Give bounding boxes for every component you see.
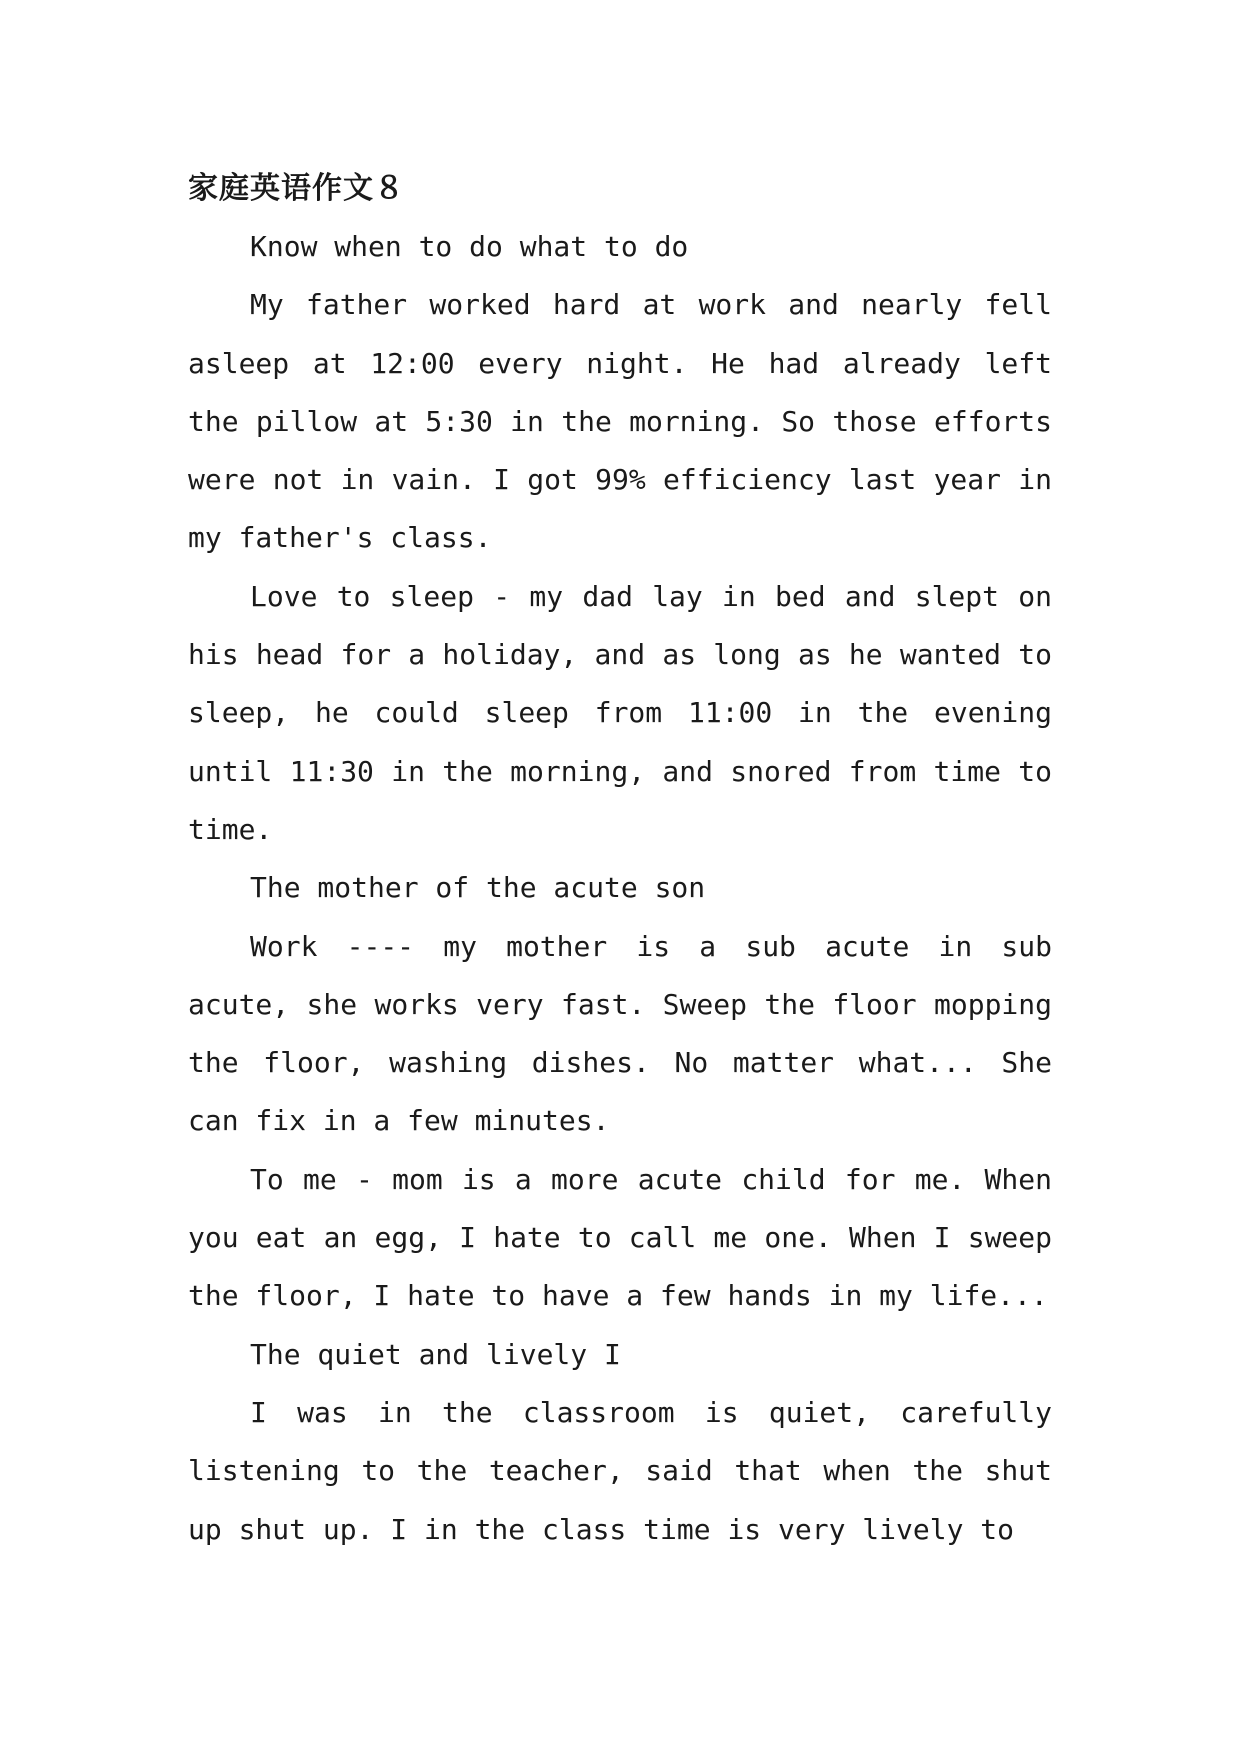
paragraph: I was in the classroom is quiet, carefully listening to the teacher, said that when the shut up shut up. I in the class time is very lively to: [188, 1395, 1052, 1546]
paragraph: Work ---- my mother is a sub acute in sub acute, she works very fast. Sweep the floor mopping the floor, washing dishes. No matter what... She can fix in a few minutes.: [188, 929, 1052, 1138]
paragraph: To me - mom is a more acute child for me. When you eat an egg, I hate to call me one. When I sweep the floor, I hate to have a few hands in my life...: [188, 1162, 1052, 1313]
paragraph-heading: Know when to do what to do: [250, 230, 689, 263]
paragraph: My father worked hard at work and nearly fell asleep at 12:00 every night. He had already left the pillow at 5:30 in the morning. So those efforts were not in vain. I got 99% efficiency last year in my father's class.: [188, 288, 1052, 555]
paragraph: Love to sleep - my dad lay in bed and slept on his head for a holiday, and as long as he wanted to sleep, he could sleep from 11:00 in the evening until 11:30 in the morning, and snored from time to time.: [188, 579, 1052, 846]
document-title: 家庭英语作文８: [188, 171, 405, 206]
document-page: [188, 160, 1052, 1559]
paragraph-heading: The mother of the acute son: [250, 871, 706, 905]
paragraph-heading: The quiet and lively I: [250, 1337, 621, 1371]
